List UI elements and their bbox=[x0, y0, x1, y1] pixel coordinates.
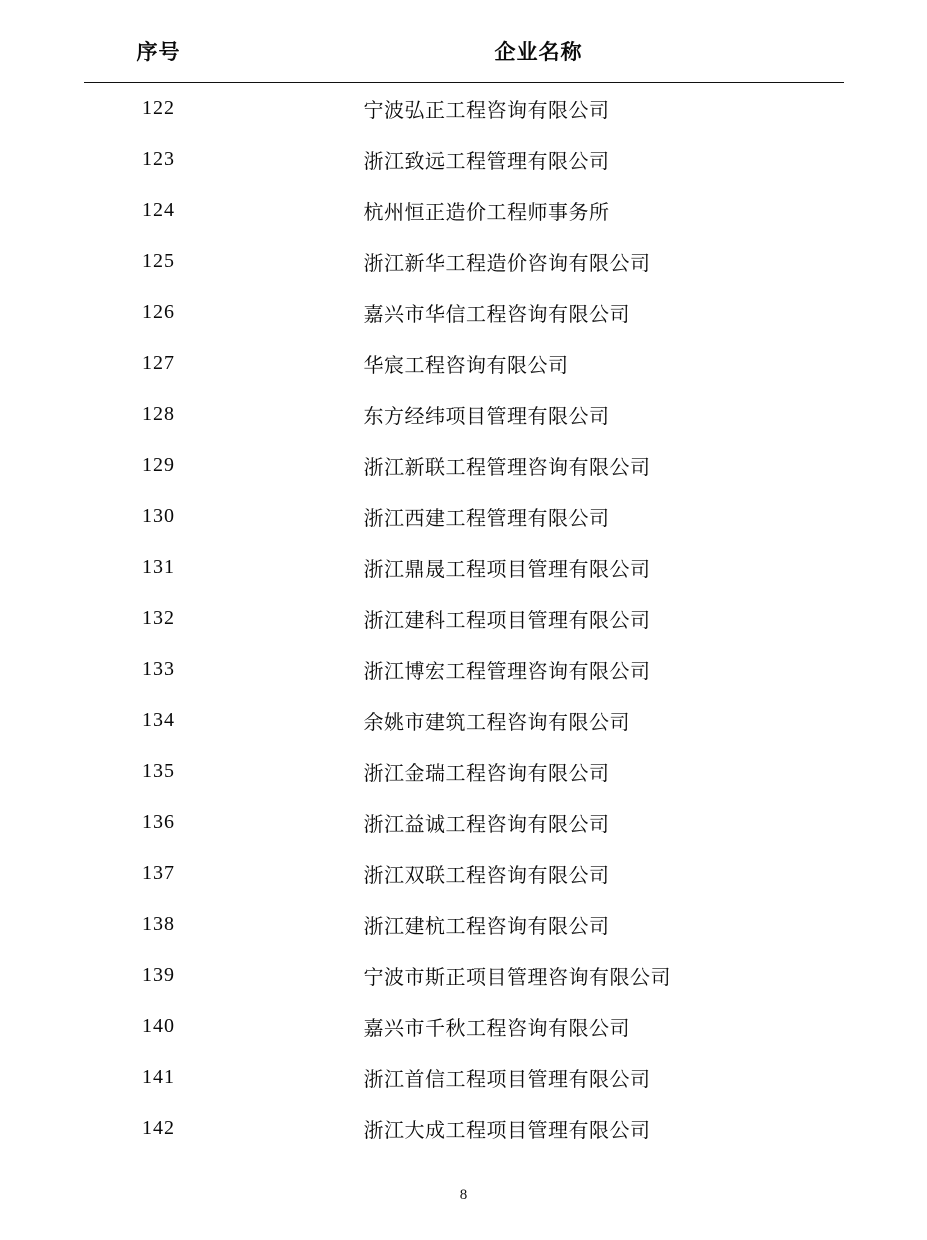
table-body bbox=[84, 83, 844, 1155]
row-enterprise-name-cell: 浙江双联工程咨询有限公司 bbox=[363, 865, 610, 887]
table-row bbox=[84, 797, 844, 848]
row-enterprise-name-cell: 浙江金瑞工程咨询有限公司 bbox=[363, 763, 610, 785]
table-row bbox=[84, 338, 844, 389]
row-index-cell: 125 bbox=[142, 250, 175, 272]
table-row bbox=[84, 593, 844, 644]
column-header-name: 企业名称 bbox=[234, 22, 844, 83]
table-row bbox=[84, 950, 844, 1001]
row-enterprise-name-cell: 余姚市建筑工程咨询有限公司 bbox=[363, 712, 630, 734]
table-row bbox=[84, 83, 844, 135]
table-row bbox=[84, 236, 844, 287]
row-index-cell: 135 bbox=[142, 760, 175, 782]
table-row bbox=[84, 899, 844, 950]
row-enterprise-name-cell: 宁波弘正工程咨询有限公司 bbox=[363, 100, 610, 122]
row-index-cell: 136 bbox=[142, 811, 175, 833]
row-enterprise-name-cell: 杭州恒正造价工程师事务所 bbox=[363, 202, 610, 224]
table-row bbox=[84, 389, 844, 440]
row-enterprise-name-cell: 宁波市斯正项目管理咨询有限公司 bbox=[363, 967, 671, 989]
table-row bbox=[84, 185, 844, 236]
table-row bbox=[84, 848, 844, 899]
row-enterprise-name-cell: 浙江博宏工程管理咨询有限公司 bbox=[363, 661, 651, 683]
row-enterprise-name-cell: 浙江西建工程管理有限公司 bbox=[363, 508, 610, 530]
table-row bbox=[84, 1001, 844, 1052]
row-index-cell: 123 bbox=[142, 148, 175, 170]
table-row bbox=[84, 491, 844, 542]
row-enterprise-name-cell: 浙江新华工程造价咨询有限公司 bbox=[363, 253, 651, 275]
enterprise-list-table bbox=[84, 22, 844, 1154]
column-header-index: 序号 bbox=[84, 22, 234, 83]
row-index-cell: 132 bbox=[142, 607, 175, 629]
row-index-cell: 122 bbox=[142, 97, 175, 119]
row-index-cell: 128 bbox=[142, 403, 175, 425]
row-index-cell: 134 bbox=[142, 709, 175, 731]
row-index-cell: 133 bbox=[142, 658, 175, 680]
table-row bbox=[84, 287, 844, 338]
row-enterprise-name-cell: 浙江首信工程项目管理有限公司 bbox=[363, 1069, 651, 1091]
row-index-cell: 124 bbox=[142, 199, 175, 221]
row-index-cell: 141 bbox=[142, 1066, 175, 1088]
table-row bbox=[84, 1103, 844, 1154]
row-enterprise-name-cell: 嘉兴市华信工程咨询有限公司 bbox=[363, 304, 630, 326]
row-enterprise-name-cell: 浙江新联工程管理咨询有限公司 bbox=[363, 457, 651, 479]
row-enterprise-name-cell: 浙江益诚工程咨询有限公司 bbox=[363, 814, 610, 836]
row-index-cell: 138 bbox=[142, 913, 175, 935]
row-enterprise-name-cell: 浙江鼎晟工程项目管理有限公司 bbox=[363, 559, 651, 581]
row-index-cell: 129 bbox=[142, 454, 175, 476]
table-row bbox=[84, 134, 844, 185]
row-index-cell: 142 bbox=[142, 1117, 175, 1139]
table-row bbox=[84, 644, 844, 695]
row-index-cell: 140 bbox=[142, 1015, 175, 1037]
table-row bbox=[84, 1052, 844, 1103]
table-row bbox=[84, 746, 844, 797]
row-index-cell: 139 bbox=[142, 964, 175, 986]
row-index-cell: 131 bbox=[142, 556, 175, 578]
table-header-row bbox=[84, 22, 844, 83]
row-enterprise-name-cell: 浙江致远工程管理有限公司 bbox=[363, 151, 610, 173]
row-index-cell: 126 bbox=[142, 301, 175, 323]
table-row bbox=[84, 440, 844, 491]
row-enterprise-name-cell: 浙江建科工程项目管理有限公司 bbox=[363, 610, 651, 632]
table-row bbox=[84, 542, 844, 593]
row-index-cell: 127 bbox=[142, 352, 175, 374]
row-enterprise-name-cell: 浙江建杭工程咨询有限公司 bbox=[363, 916, 610, 938]
row-enterprise-name-cell: 华宸工程咨询有限公司 bbox=[363, 355, 569, 377]
page-number: 8 bbox=[459, 1187, 468, 1203]
row-index-cell: 137 bbox=[142, 862, 175, 884]
row-enterprise-name-cell: 嘉兴市千秋工程咨询有限公司 bbox=[363, 1018, 630, 1040]
table-row bbox=[84, 695, 844, 746]
table-header bbox=[84, 22, 844, 83]
row-index-cell: 130 bbox=[142, 505, 175, 527]
row-enterprise-name-cell: 东方经纬项目管理有限公司 bbox=[363, 406, 610, 428]
row-enterprise-name-cell: 浙江大成工程项目管理有限公司 bbox=[363, 1120, 651, 1142]
